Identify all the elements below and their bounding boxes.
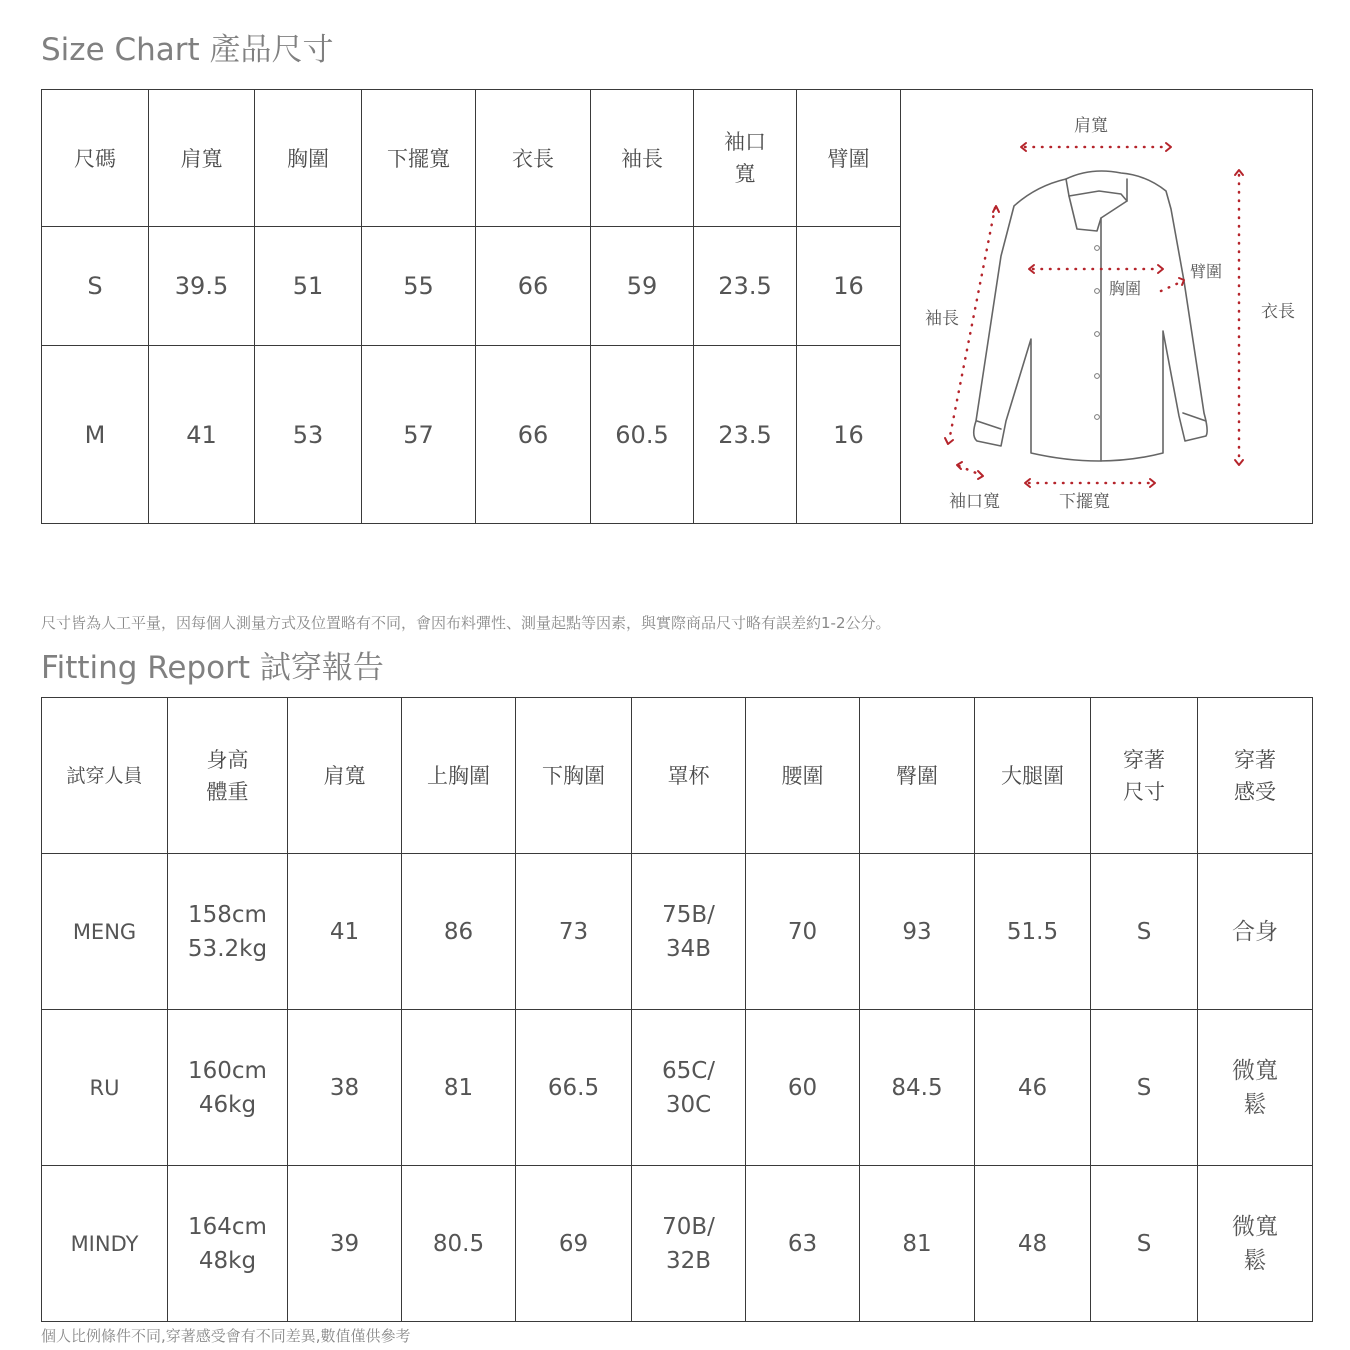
size-cell: 53 [255,346,362,524]
size-cell: 23.5 [694,227,797,346]
fitting-cell: 63 [746,1166,860,1322]
fitting-row [42,1010,1313,1166]
fitting-cell: 66.5 [516,1010,632,1166]
size-header-cell: 衣長 [476,90,591,227]
fitting-cell: 160cm 46kg [168,1010,288,1166]
size-cell: 66 [476,227,591,346]
fitting-row [42,1166,1313,1322]
fitting-cell: 39 [288,1166,402,1322]
size-cell: 16 [797,346,901,524]
fitting-cell: 65C/ 30C [632,1010,746,1166]
fitting-header-cell: 身高 體重 [168,698,288,854]
fitting-cell: 合身 [1198,854,1313,1010]
size-header-cell: 袖長 [591,90,694,227]
fitting-report-table [41,697,1313,1322]
shoulder-label: 肩寬 [1074,115,1108,136]
fitting-cell: 微寬 鬆 [1198,1166,1313,1322]
size-chart-table [41,89,1313,524]
size-cell: 55 [362,227,476,346]
fitting-cell: MINDY [42,1166,168,1322]
size-header-cell: 尺碼 [42,90,149,227]
size-chart-title: Size Chart 產品尺寸 [41,32,334,68]
fitting-report-note: 個人比例條件不同,穿著感受會有不同差異,數值僅供參考 [41,1327,411,1345]
fitting-cell: 80.5 [402,1166,516,1322]
fitting-cell: 84.5 [860,1010,975,1166]
size-cell: 66 [476,346,591,524]
fitting-cell: S [1091,1166,1198,1322]
fitting-cell: 70 [746,854,860,1010]
fitting-cell: 93 [860,854,975,1010]
shirt-diagram-svg [901,91,1311,523]
shirt-buttons [1095,245,1100,419]
fitting-header-cell: 穿著 尺寸 [1091,698,1198,854]
fitting-header-cell: 穿著 感受 [1198,698,1313,854]
fitting-header-cell: 下胸圍 [516,698,632,854]
shirt-diagram [901,90,1313,524]
fitting-cell: 60 [746,1010,860,1166]
fitting-cell: 73 [516,854,632,1010]
shirt-outline [974,171,1207,461]
size-cell: 16 [797,227,901,346]
size-cell: M [42,346,149,524]
fitting-cell: 158cm 53.2kg [168,854,288,1010]
arm-label: 臂圍 [1190,261,1223,281]
fitting-cell: 75B/ 34B [632,854,746,1010]
fitting-cell: 69 [516,1166,632,1322]
size-cell: 39.5 [149,227,255,346]
sleeve-label: 袖長 [925,308,959,329]
measurement-arrowheads [945,143,1243,487]
fitting-header-cell: 上胸圍 [402,698,516,854]
length-label: 衣長 [1261,301,1295,322]
fitting-cell: MENG [42,854,168,1010]
size-cell: 60.5 [591,346,694,524]
fitting-cell: 41 [288,854,402,1010]
cuff-label: 袖口寬 [949,491,1000,512]
fitting-header-cell: 臀圍 [860,698,975,854]
size-cell: 51 [255,227,362,346]
fitting-header-cell: 罩杯 [632,698,746,854]
fitting-cell: S [1091,854,1198,1010]
hem-label: 下擺寬 [1059,491,1110,512]
size-cell: 57 [362,346,476,524]
fitting-cell: S [1091,1010,1198,1166]
size-chart-note: 尺寸皆為人工平量，因每個人測量方式及位置略有不同，會因布料彈性、測量起點等因素，與實際商品尺寸略有誤差約1-2公分。 [41,614,891,632]
size-cell: 41 [149,346,255,524]
size-header-cell: 袖口 寬 [694,90,797,227]
fitting-cell: 48 [975,1166,1091,1322]
fitting-header-cell: 腰圍 [746,698,860,854]
fitting-cell: 81 [402,1010,516,1166]
fitting-cell: 164cm 48kg [168,1166,288,1322]
fitting-header-cell: 試穿人員 [42,698,168,854]
fitting-header-row [42,698,1313,854]
fitting-cell: 86 [402,854,516,1010]
fitting-header-cell: 肩寬 [288,698,402,854]
fitting-cell: 38 [288,1010,402,1166]
chest-label: 胸圍 [1109,278,1142,298]
fitting-cell: 微寬 鬆 [1198,1010,1313,1166]
size-cell: 23.5 [694,346,797,524]
fitting-report-title: Fitting Report 試穿報告 [41,650,384,686]
size-cell: 59 [591,227,694,346]
size-header-cell: 臂圍 [797,90,901,227]
fitting-cell: 46 [975,1010,1091,1166]
size-header-cell: 胸圍 [255,90,362,227]
size-header-cell: 下擺寬 [362,90,476,227]
fitting-cell: 51.5 [975,854,1091,1010]
fitting-header-cell: 大腿圍 [975,698,1091,854]
size-header-cell: 肩寬 [149,90,255,227]
fitting-cell: RU [42,1010,168,1166]
size-cell: S [42,227,149,346]
fitting-cell: 81 [860,1166,975,1322]
fitting-cell: 70B/ 32B [632,1166,746,1322]
fitting-row [42,854,1313,1010]
